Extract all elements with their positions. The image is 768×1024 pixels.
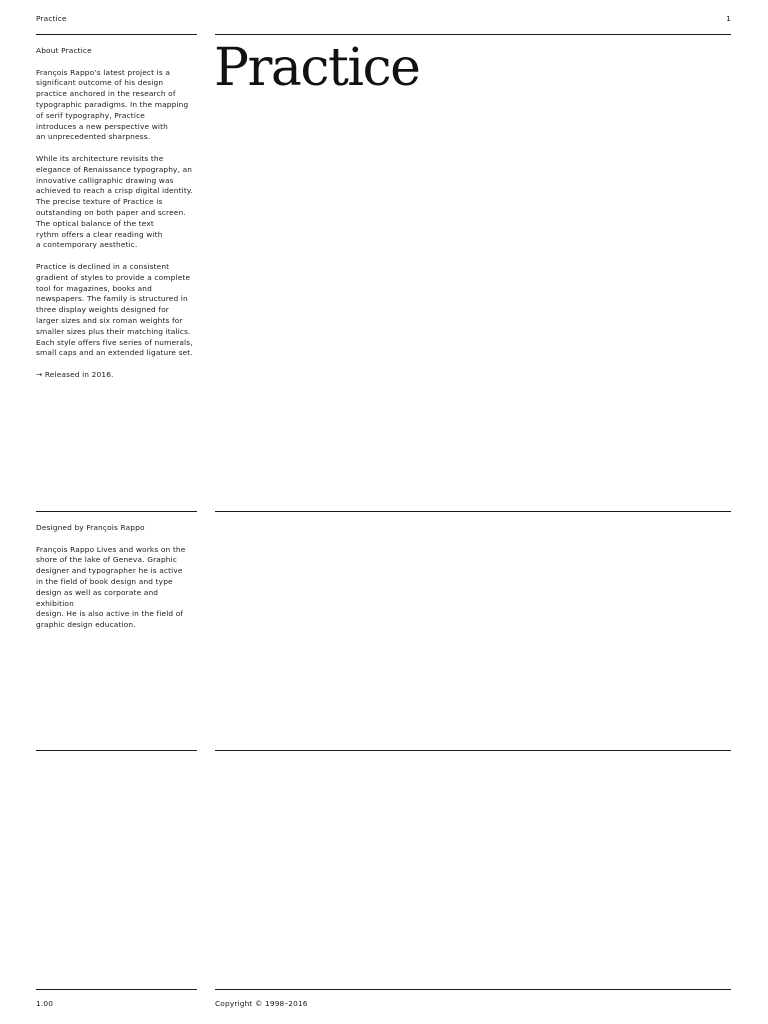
version-number: 1.00 — [36, 999, 54, 1008]
divider-lower-left — [36, 750, 197, 751]
designer-section — [36, 523, 198, 642]
divider-lower-right — [215, 750, 731, 751]
about-paragraph-3: Practice is declined in a consistent gradient of styles to provide a complete tool for magazines, books and newspapers. The family is structured in three display weights designed for larger sizes and six roman weights for smaller sizes plus their matching italics. Each style offers five series of numerals, small caps and an extended ligature set. — [36, 261, 193, 358]
divider-mid-right — [215, 511, 731, 512]
divider-mid-left — [36, 511, 197, 512]
designer-heading: Designed by François Rappo — [36, 523, 145, 532]
divider-bottom-left — [36, 989, 197, 990]
about-paragraph-2: While its architecture revisits the elegance of Renaissance typography, an innovative calligraphic drawing was achieved to reach a crisp digital identity. The precise texture of Practice is outstanding on both paper and screen. The optical balance of the text rythm offers a clear reading with a contemporary aesthetic. — [36, 153, 193, 250]
page-title: Practice — [214, 38, 420, 98]
divider-top-right — [215, 34, 731, 35]
divider-top-left — [36, 34, 197, 35]
designer-paragraph: François Rappo Lives and works on the shore of the lake of Geneva. Graphic designer and typographer he is active in the field of book design and type design as well as corporate and exhibition design. He is also active in the field of graphic design education. — [36, 544, 186, 630]
about-section — [36, 46, 198, 392]
divider-bottom-right — [215, 989, 731, 990]
running-title: Practice — [36, 14, 67, 23]
about-heading: About Practice — [36, 46, 92, 55]
copyright-notice: Copyright © 1998–2016 — [215, 999, 308, 1008]
release-note: → Released in 2016. — [36, 369, 114, 379]
about-paragraph-1: François Rappo’s latest project is a significant outcome of his design practice anchored in the research of typographic paradigms. In the mapping of serif typography, Practice introduces a new perspective with an unprecedented sharpness. — [36, 67, 189, 142]
page-number: 1 — [726, 14, 731, 23]
